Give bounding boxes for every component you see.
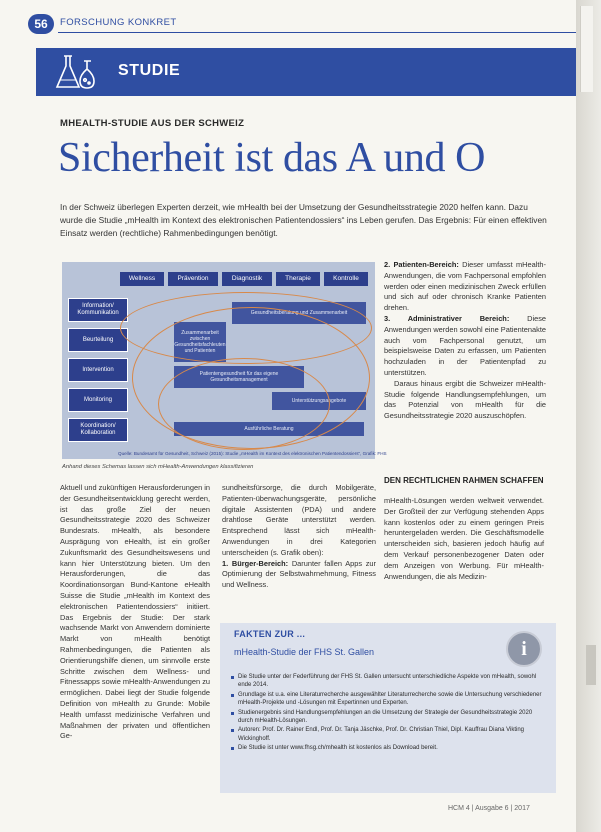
paragraph xyxy=(384,379,546,422)
figure-top-label: Therapie xyxy=(276,272,320,286)
figure-top-label: Wellness xyxy=(120,272,164,286)
figure-inner-box: Unterstützungsangebote xyxy=(272,392,366,410)
figure-left-label: Beurteilung xyxy=(68,328,128,352)
section-subhead: DEN RECHTLICHEN RAHMEN SCHAFFEN xyxy=(384,476,544,485)
figure-left-label: Intervention xyxy=(68,358,128,382)
paragraph-text: Darunter fallen Apps zur Optimierung der Selbstwahrnehmung, Fitness und Wellness. xyxy=(222,558,377,590)
figure-inner-box: Patientengesundheit für das eigene Gesundheitsmanagement xyxy=(174,366,304,388)
page-number: 56 xyxy=(28,14,54,34)
facts-item: Studienergebnis sind Handlungsempfehlungen an die Umsetzung der Strategie der Gesundheitsstrategie 2020 durch mHealth-Lösungen. xyxy=(230,709,546,726)
paragraph-text: Aktuell und zukünftigen Herausforderungen in der Gesundheitsentwicklung gerecht werden, ist das große Ziel der neuen Gesundheitsstrategie 2020 des Schweizer Bundesrats. mHealth, als besondere Ausprägung von eHealth, ist ein großer Zukunftsmarkt des Gesundheitswesens und kann hier Unterstützung bieten. Um den Herausforderungen, die das Koordinationsorgan Bund-Kantone eHealth Suisse die Studie „mHealth im Kontext des elektronischen Patientendossiers“ initiiert. Das Ergebnis der Studie: Der stark wachsende Markt von Anwendern dominierte Markt von mHealth benötigt Rahmenbedingungen, die Patienten als Orientierungshilfe dienen, um sinnvolle erste Schritte zwischen dem Wellness- und Fitnessapps sowie mHealth-Anwendungen zu ermöglichen. Dabei liegt der Studie folgende Definition von mHealth zu Grunde: Mobile Health umfasst medizinische Verfahren und Maßnahmen der privaten und öffentlichen Ge- xyxy=(60,483,210,741)
figure-top-label: Diagnostik xyxy=(222,272,272,286)
paragraph-text: Diese Anwendungen werden sowohl eine Patientenakte auch vom Fachpersonal genutzt, um beispielsweise Daten zu erfassen, um Patienten hochzuladen in der Patientenpfad zu unterstützen. xyxy=(384,313,546,377)
page-footer: HCM 4 | Ausgabe 6 | 2017 xyxy=(448,805,530,812)
facts-item: Die Studie unter der Federführung der FHS St. Gallen untersucht unterschiedliche Aspekte von mHealth, sowohl ende 2014. xyxy=(230,673,546,690)
facts-heading: FAKTEN ZUR ... xyxy=(234,629,306,639)
section-title: FORSCHUNG KONKRET xyxy=(60,17,177,28)
adjacent-page-edge xyxy=(576,0,601,832)
paragraph-text: sundheitsfürsorge, die durch Mobilgeräte, Patienten-überwachungsgeräte, persönliche digitale Assistenten (PDA) und andere drahtlose Geräte unterstützt werden. Entsprechend lässt sich mHealth-Anwendungen in drei Kategorien unterscheiden (s. Grafik oben): xyxy=(222,483,376,557)
figure-source: Quelle: Bundesamt für Gesundheit, Schweiz (2015): Studie „mHealth im Kontext des elektronischen Patientendossiers“, Grafik: FHS xyxy=(118,451,387,456)
facts-subheading: mHealth-Studie der FHS St. Gallen xyxy=(234,647,375,657)
page-header xyxy=(0,14,576,34)
article-lead: In der Schweiz überlegen Experten derzeit, wie mHealth bei der Umsetzung der Gesundheitsstrategie 2020 helfen kann. Dazu wurde die Studie „mHealth im Kontext des elektronischen Patientendossiers“ ins Leben gerufen. Das Ergebnis: Für einen effektiven Einsatz werden (rechtliche) Rahmenbedingungen benötigt. xyxy=(60,202,547,238)
figure-inner-box: Zusammenarbeit zwischen Gesundheitsfachleuten und Patienten xyxy=(174,322,226,362)
adjacent-page-mark xyxy=(586,645,596,685)
paragraph-text: Daraus hinaus ergibt die Schweizer mHealth-Studie folgende Handlungsempfehlungen, um das Potenzial von mHealth für die Gesundheitsstrategie 2020 auszuschöpfen. xyxy=(384,378,546,421)
info-icon: i xyxy=(506,631,542,667)
figure-inner-box: Ausführliche Beratung xyxy=(174,422,364,436)
facts-item: Grundlage ist u.a. eine Literaturrecherche ausgewählter Literaturrecherche sowie die Untersuchung verschiedener mHealth-Projekte und -Lösungen mit Expertinnen und Experten. xyxy=(230,691,546,708)
body-column-2 xyxy=(222,483,376,591)
article-kicker: MHEALTH-STUDIE AUS DER SCHWEIZ xyxy=(60,118,245,129)
figure-left-label: Koordination/ Kollaboration xyxy=(68,418,128,442)
mhealth-schema-figure xyxy=(62,262,387,459)
facts-list xyxy=(230,673,546,754)
figure-left-label: Monitoring xyxy=(68,388,128,412)
paragraph-text: mHealth-Lösungen werden weltweit verwendet. Der Großteil der zur Verfügung stehenden Apps kann kostenlos oder zu einem geringen Preis heruntergeladen werden. Die Geschäftsmodelle unterscheiden sich, basieren jedoch häufig auf dem Verkauf personenbezogener Daten oder dem Anzeigen von Werbung. Für mHealth-Anwendungen, die als Medizin- xyxy=(384,496,544,581)
paragraph xyxy=(384,260,546,314)
body-column-1 xyxy=(60,483,210,742)
paragraph-bold: 2. Patienten-Bereich: xyxy=(384,260,459,269)
adjacent-page-tab xyxy=(580,6,593,92)
facts-item: Autoren: Prof. Dr. Rainer Endl, Prof. Dr. Tanja Jäschke, Prof. Dr. Christian Thiel, Dipl. Kauffrau Diana Vikting Wickinghoff. xyxy=(230,726,546,743)
right-column-top xyxy=(384,260,546,422)
right-column-bottom xyxy=(384,496,544,582)
paragraph xyxy=(384,314,546,379)
studie-banner xyxy=(36,48,576,96)
paragraph xyxy=(222,559,376,591)
figure-inner-box: Gesundheitsberatung und Zusammenarbeit xyxy=(232,302,366,324)
figure-top-label: Prävention xyxy=(168,272,218,286)
paragraph-bold: 1. Bürger-Bereich: xyxy=(222,558,289,568)
paragraph-text: Dieser umfasst mHealth-Anwendungen, die vom Fachpersonal empfohlen werden oder einen medizinischen Zweck erfüllen und sich auf oder chronisch Kranke Patienten drehen. xyxy=(384,260,546,313)
banner-label: STUDIE xyxy=(118,62,181,79)
header-rule xyxy=(58,32,576,33)
facts-box xyxy=(220,623,556,793)
paragraph-bold: 3. Administrativer Bereich: xyxy=(384,313,510,323)
article-headline: Sicherheit ist das A und O xyxy=(58,135,486,181)
paragraph xyxy=(222,483,376,559)
facts-item: Die Studie ist unter www.fhsg.ch/mhealth ist kostenlos als Download bereit. xyxy=(230,744,546,752)
lab-flasks-icon xyxy=(54,53,102,91)
figure-top-label: Kontrolle xyxy=(324,272,368,286)
figure-oval xyxy=(158,358,330,450)
figure-caption: Anhand dieses Schemas lassen sich mHealth-Anwendungen klassifizieren xyxy=(62,464,254,470)
figure-left-label: Information/ Kommunikation xyxy=(68,298,128,322)
